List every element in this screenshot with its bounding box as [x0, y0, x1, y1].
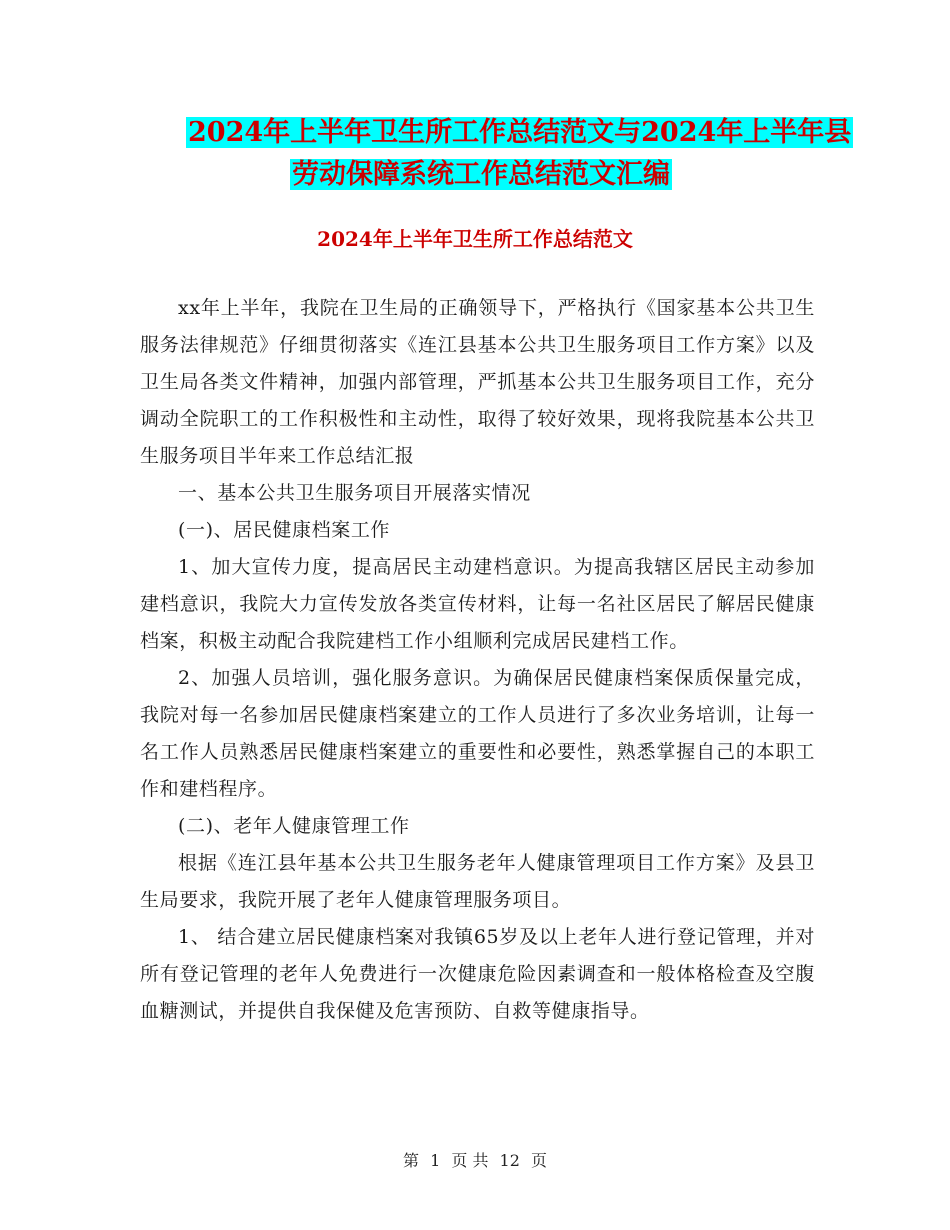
- document-title-line-1: [186, 111, 886, 155]
- document-title-line-2: [290, 153, 950, 197]
- paragraph: 1、 结合建立居民健康档案对我镇65岁及以上老年人进行登记管理，并对所有登记管理的老年人免费进行一次健康危险因素调查和一般体格检查及空腹血糖测试，并提供自我保健及危害预防、自救等健康指导。: [140, 926, 815, 1022]
- page-number: 1: [430, 1151, 441, 1170]
- title-highlight-2: 劳动保障系统工作总结范文汇编: [292, 159, 670, 190]
- paragraph: 2、加强人员培训，强化服务意识。为确保居民健康档案保质保量完成，我院对每一名参加居民健康档案建立的工作人员进行了多次业务培训，让每一名工作人员熟悉居民健康档案建立的重要性和必要性，熟悉掌握自己的本职工作和建档程序。: [140, 667, 815, 800]
- section-title: 2024年上半年卫生所工作总结范文: [317, 227, 633, 251]
- page-label-middle: 页 共: [451, 1151, 489, 1170]
- title-highlight-1: 2024年上半年卫生所工作总结范文与2024年上半年县: [188, 117, 852, 148]
- page-label-prefix: 第: [402, 1151, 419, 1170]
- document-body: [140, 290, 815, 1030]
- page-label-suffix: 页: [531, 1151, 548, 1170]
- paragraph: 1、加大宣传力度，提高居民主动建档意识。为提高我辖区居民主动参加建档意识，我院大力宣传发放各类宣传材料，让每一名社区居民了解居民健康档案，积极主动配合我院建档工作小组顺利完成居民建档工作。: [140, 556, 815, 652]
- heading-level-1: 一、基本公共卫生服务项目开展落实情况: [178, 482, 531, 504]
- page-total: 12: [499, 1151, 520, 1170]
- page-footer: [0, 1148, 950, 1171]
- paragraph: xx年上半年，我院在卫生局的正确领导下，严格执行《国家基本公共卫生服务法律规范》仔细贯彻落实《连江县基本公共卫生服务项目工作方案》以及卫生局各类文件精神，加强内部管理，严抓基本公共卫生服务项目工作，充分调动全院职工的工作积极性和主动性，取得了较好效果，现将我院基本公共卫生服务项目半年来工作总结汇报: [140, 297, 815, 467]
- paragraph: 根据《连江县年基本公共卫生服务老年人健康管理项目工作方案》及县卫生局要求，我院开展了老年人健康管理服务项目。: [140, 852, 815, 911]
- heading-level-2: (一)、居民健康档案工作: [178, 519, 391, 541]
- heading-level-2: (二)、老年人健康管理工作: [178, 815, 410, 837]
